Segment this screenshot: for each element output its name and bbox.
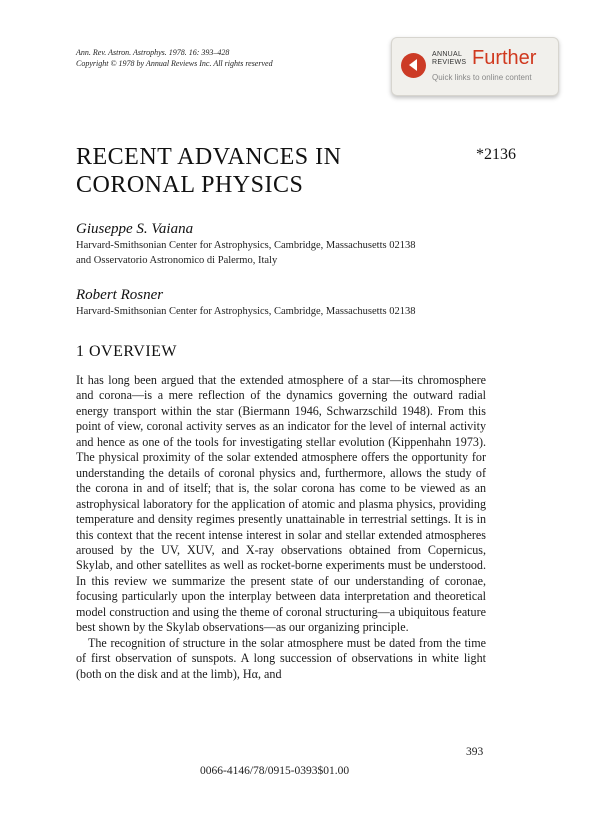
badge-publisher (432, 51, 466, 67)
author-name: Robert Rosner (76, 287, 164, 303)
section-heading: 1 OVERVIEW (76, 343, 178, 360)
article-title (76, 143, 341, 199)
title-line-1: RECENT ADVANCES IN (76, 144, 342, 170)
journal-line-1: Ann. Rev. Astron. Astrophys. 1978. 16: 393–428 (76, 48, 230, 57)
page-number: 393 (466, 746, 484, 758)
badge-further-label: Further (472, 47, 537, 69)
badge-annual-label: ANNUAL (432, 51, 463, 58)
footer-code: 0066-4146/78/0915-0393$01.00 (200, 765, 350, 777)
author-affiliation (76, 304, 415, 319)
back-arrow-icon (401, 53, 426, 78)
affiliation-line: Harvard-Smithsonian Center for Astrophysics, Cambridge, Massachusetts 02138 (76, 306, 416, 317)
annual-reviews-further-badge[interactable] (391, 37, 559, 96)
badge-quick-links[interactable]: Quick links to online content (432, 73, 532, 82)
affiliation-line: and Osservatorio Astronomico di Palermo, Italy (76, 255, 278, 266)
paragraph: It has long been argued that the extended atmosphere of a star—its chromosphere and corona—is a mere reflection of the dynamics governing the outward radial energy transport within the star (Biermann 1946, Schwarzschild 1948). From this point of view, coronal activity serves as an indicator for the level of internal activity and hence as one of the tools for investigating stellar evolution (Kippenhahn 1973). The physical proximity of the solar extended atmosphere offers the opportunity for understanding the details of coronal physics and, furthermore, allows the study of the corona in and of itself; that is, the solar corona has come to be viewed as an astrophysical laboratory for the application of atomic and plasma physics, providing temperature and density regimes presently unattainable in terrestrial settings. It is in this context that the recent intense interest in solar and stellar extended atmospheres aroused by the UV, XUV, and X-ray observations obtained from Copernicus, Skylab, and other satellites as well as rocket-borne experiments must be understood. In this review we summarize the present state of our understanding of coronae, focusing particularly upon the interplay between data interpretation and theoretical model construction and using the theme of coronal structuring—a ubiquitous feature best shown by the Skylab observations—as our organizing principle. (76, 373, 486, 635)
author-name: Giuseppe S. Vaiana (76, 221, 194, 237)
journal-line-2: Copyright © 1978 by Annual Reviews Inc. All rights reserved (76, 59, 273, 68)
paragraph: The recognition of structure in the solar atmosphere must be dated from the time of first observation of sunspots. A long succession of observations in white light (both on the disk and at the limb), Hα, and (76, 635, 486, 681)
author-affiliation (76, 238, 415, 268)
body-text (76, 373, 486, 682)
title-line-2: CORONAL PHYSICS (76, 172, 304, 198)
affiliation-line: Harvard-Smithsonian Center for Astrophysics, Cambridge, Massachusetts 02138 (76, 240, 416, 251)
journal-citation (76, 47, 273, 69)
badge-reviews-label: REVIEWS (432, 59, 467, 66)
article-number: *2136 (476, 146, 516, 163)
